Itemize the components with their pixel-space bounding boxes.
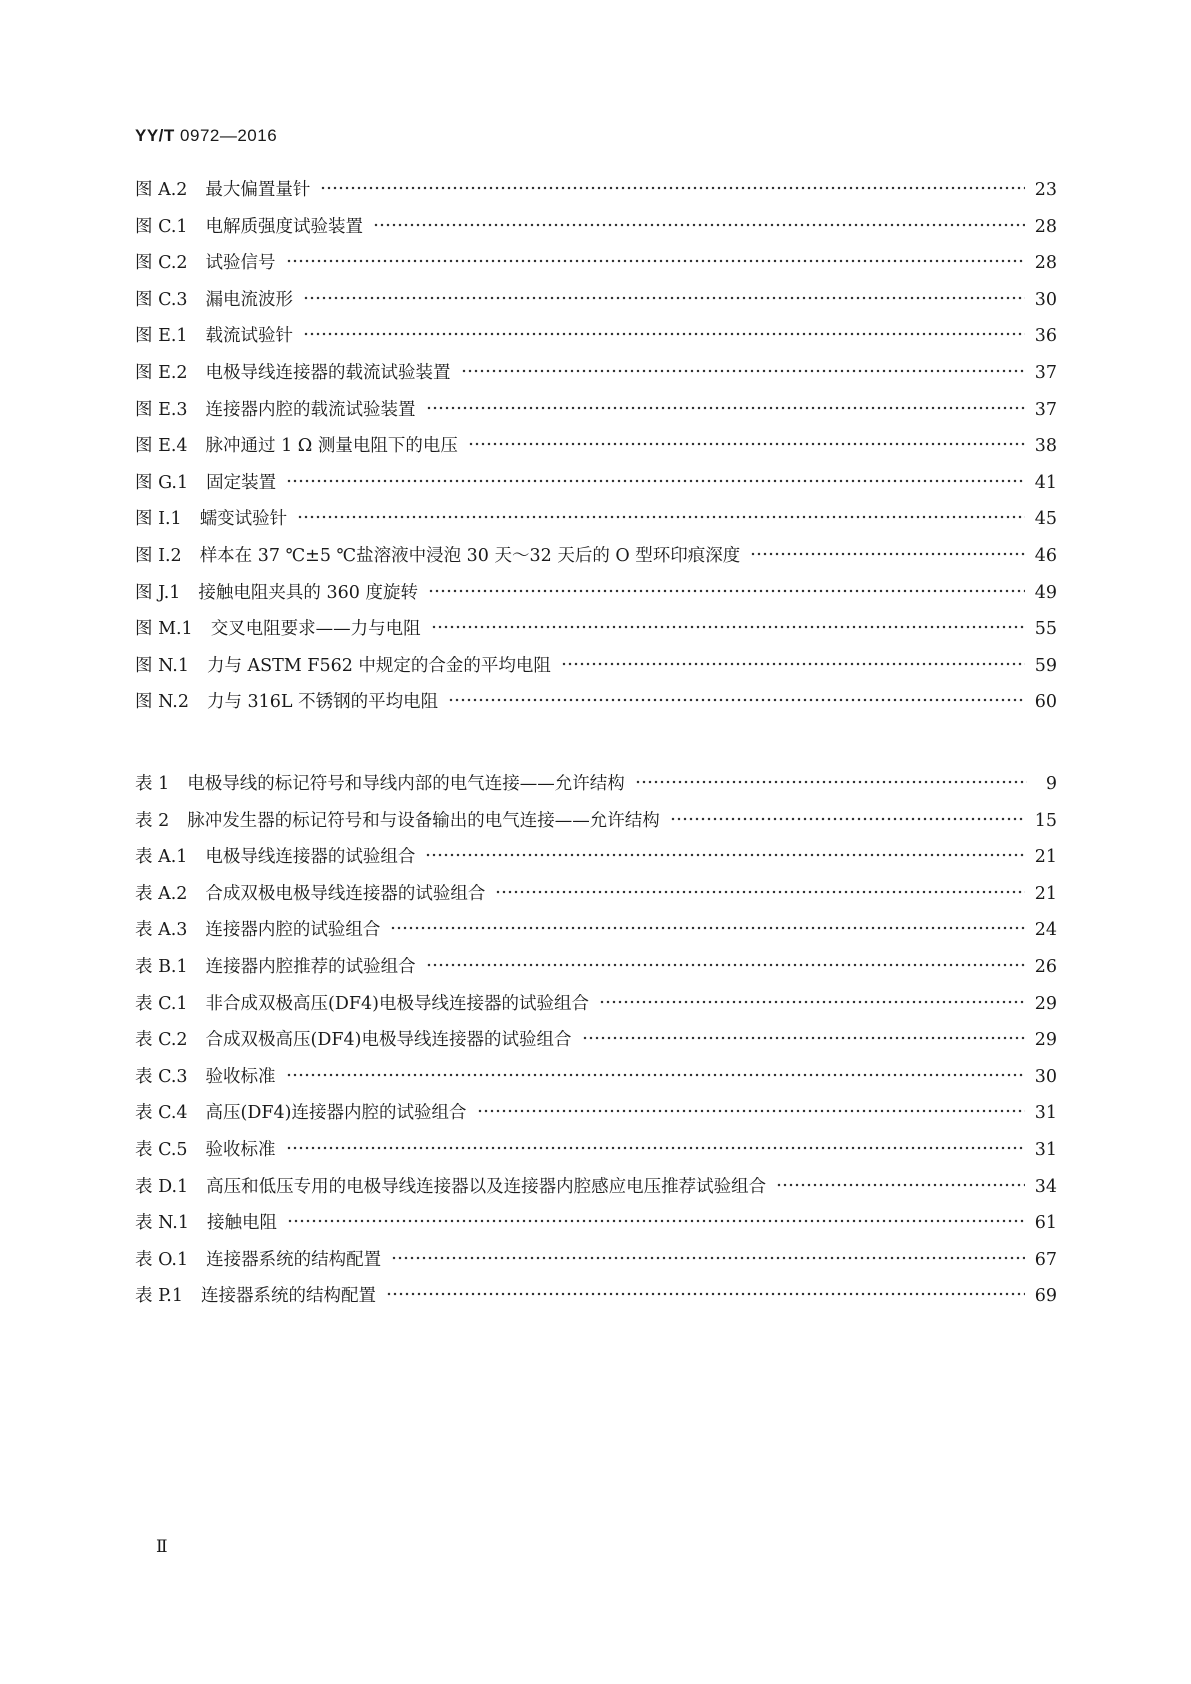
dot-leader [286,258,1025,264]
entry-number: 图 E.1 [135,326,188,347]
dot-leader [495,889,1024,895]
entry-page: 36 [1034,326,1057,347]
entry-page: 30 [1034,289,1057,310]
dot-leader [448,697,1025,703]
entry-title: 非合成双极高压(DF4)电极导线连接器的试验组合 [205,993,589,1014]
table-entry[interactable] [135,1099,1057,1136]
entry-number: 图 M.1 [135,619,193,640]
page-number: Ⅱ [156,1537,168,1556]
entry-page: 29 [1034,993,1057,1014]
dot-leader [431,624,1025,630]
table-entry[interactable] [135,1209,1057,1246]
figure-entry[interactable] [135,396,1057,433]
figure-entry[interactable] [135,469,1057,506]
entry-number: 图 C.1 [135,216,188,237]
entry-page: 29 [1034,1030,1057,1051]
figure-entry[interactable] [135,579,1057,616]
entry-title: 最大偏置量针 [205,180,311,200]
dot-leader [635,779,1027,785]
entry-number: 表 O.1 [135,1249,189,1270]
entry-number: 表 C.5 [135,1139,188,1160]
table-entry[interactable] [135,843,1057,880]
dot-leader [320,185,1024,191]
entry-title: 高压(DF4)连接器内腔的试验组合 [205,1103,467,1124]
figure-entry[interactable] [135,432,1057,469]
entry-title: 接触电阻 [206,1213,277,1234]
entry-page: 23 [1034,180,1057,200]
entry-page: 59 [1034,655,1057,676]
entry-title: 试验信号 [205,253,276,274]
dot-leader [391,1255,1025,1261]
entry-title: 漏电流波形 [205,289,294,310]
entry-number: 图 E.4 [135,436,188,457]
table-entry[interactable] [135,916,1057,953]
entry-page: 61 [1034,1213,1057,1234]
table-entry[interactable] [135,1173,1057,1210]
entry-title: 力与 ASTM F562 中规定的合金的平均电阻 [206,655,551,676]
entry-number: 图 N.2 [135,692,189,713]
entry-number: 表 C.2 [135,1030,188,1051]
dot-leader [426,405,1025,411]
entry-page: 24 [1034,920,1057,941]
entry-number: 表 B.1 [135,956,188,977]
entry-page: 46 [1034,545,1057,566]
entry-page: 37 [1034,399,1057,420]
entry-number: 表 C.4 [135,1103,188,1124]
entry-title: 电极导线连接器的试验组合 [205,847,416,868]
entry-number: 图 A.2 [135,180,188,200]
dot-leader [386,1291,1025,1297]
entry-number: 图 I.2 [135,545,182,566]
entry-number: 表 A.3 [135,920,188,941]
dot-leader [286,478,1025,484]
entry-title: 验收标准 [205,1066,276,1087]
dot-leader [297,514,1025,520]
dot-leader [425,852,1024,858]
entry-title: 蠕变试验针 [199,509,288,530]
entry-number: 表 A.1 [135,847,188,868]
table-entry[interactable] [135,770,1057,807]
standard-number: 0972—2016 [180,126,278,145]
entry-page: 60 [1034,692,1057,713]
dot-leader [750,551,1024,557]
entry-page: 28 [1034,253,1057,274]
entry-number: 图 J.1 [135,582,181,603]
entry-page: 67 [1034,1249,1057,1270]
entry-page: 9 [1045,774,1057,794]
dot-leader [426,962,1025,968]
table-list [135,770,1057,1319]
dot-leader [561,661,1025,667]
figure-entry[interactable] [135,322,1057,359]
entry-number: 表 1 [135,774,170,794]
figure-entry[interactable] [135,688,1057,725]
entry-title: 固定装置 [206,472,277,493]
entry-title: 合成双极电极导线连接器的试验组合 [205,883,486,904]
entry-title: 连接器内腔的载流试验装置 [205,399,416,420]
entry-page: 37 [1034,362,1057,383]
entry-page: 69 [1034,1286,1057,1307]
entry-title: 高压和低压专用的电极导线连接器以及连接器内腔感应电压推荐试验组合 [206,1176,767,1197]
entry-number: 表 2 [135,810,170,831]
table-entry[interactable] [135,990,1057,1027]
dot-leader [373,222,1025,228]
entry-number: 表 C.3 [135,1066,188,1087]
entry-page: 45 [1034,509,1057,530]
table-entry[interactable] [135,1063,1057,1100]
entry-title: 电极导线连接器的载流试验装置 [205,362,451,383]
entry-number: 图 E.2 [135,362,188,383]
entry-title: 力与 316L 不锈钢的平均电阻 [206,692,439,713]
entry-title: 连接器系统的结构配置 [201,1286,376,1307]
entry-number: 表 C.1 [135,993,188,1014]
dot-leader [286,1145,1025,1151]
entry-page: 55 [1034,619,1057,640]
entry-page: 31 [1034,1103,1057,1124]
figure-entry[interactable] [135,505,1057,542]
entry-page: 15 [1034,810,1057,831]
entry-page: 26 [1034,956,1057,977]
dot-leader [303,331,1025,337]
entry-title: 接触电阻夹具的 360 度旋转 [198,582,418,603]
entry-number: 图 N.1 [135,655,189,676]
dot-leader [286,1072,1025,1078]
figure-entry[interactable] [135,176,1057,213]
figure-entry[interactable] [135,615,1057,652]
dot-leader [428,588,1025,594]
entry-page: 38 [1034,436,1057,457]
entry-title: 验收标准 [205,1139,276,1160]
figure-entry[interactable] [135,213,1057,250]
entry-number: 表 D.1 [135,1176,189,1197]
dot-leader [582,1035,1025,1041]
table-entry[interactable] [135,1136,1057,1173]
entry-page: 49 [1034,582,1057,603]
entry-number: 表 P.1 [135,1286,183,1307]
table-entry[interactable] [135,1026,1057,1063]
document-header [135,126,277,146]
entry-number: 表 A.2 [135,883,188,904]
dot-leader [776,1182,1025,1188]
entry-title: 合成双极高压(DF4)电极导线连接器的试验组合 [205,1030,572,1051]
entry-number: 图 E.3 [135,399,188,420]
entry-number: 图 I.1 [135,509,182,530]
dot-leader [468,441,1025,447]
entry-title: 连接器内腔的试验组合 [205,920,381,941]
dot-leader [599,999,1025,1005]
entry-title: 连接器内腔推荐的试验组合 [205,956,416,977]
dot-leader [477,1108,1025,1114]
table-entry[interactable] [135,880,1057,917]
entry-title: 连接器系统的结构配置 [206,1249,382,1270]
entry-title: 样本在 37 ℃±5 ℃盐溶液中浸泡 30 天～32 天后的 O 型环印痕深度 [199,545,741,566]
dot-leader [287,1218,1025,1224]
entry-page: 31 [1034,1139,1057,1160]
entry-number: 图 G.1 [135,472,189,493]
entry-page: 41 [1034,472,1057,493]
entry-page: 30 [1034,1066,1057,1087]
dot-leader [303,295,1025,301]
standard-code: YY/T [135,126,175,145]
table-entry[interactable] [135,1282,1057,1319]
figure-entry[interactable] [135,359,1057,396]
figure-entry[interactable] [135,249,1057,286]
figure-list [135,176,1057,725]
entry-title: 脉冲通过 1 Ω 测量电阻下的电压 [205,436,458,457]
entry-page: 28 [1034,216,1057,237]
dot-leader [670,816,1025,822]
entry-title: 交叉电阻要求——力与电阻 [210,619,421,640]
entry-number: 表 N.1 [135,1213,189,1234]
entry-number: 图 C.2 [135,253,188,274]
table-entry[interactable] [135,953,1057,990]
entry-title: 电解质强度试验装置 [205,216,364,237]
entry-page: 21 [1034,847,1057,868]
entry-number: 图 C.3 [135,289,188,310]
entry-title: 载流试验针 [205,326,294,347]
table-entry[interactable] [135,1246,1057,1283]
dot-leader [390,925,1024,931]
figure-entry[interactable] [135,286,1057,323]
figure-entry[interactable] [135,542,1057,579]
figure-entry[interactable] [135,652,1057,689]
dot-leader [461,368,1025,374]
entry-page: 21 [1034,883,1057,904]
entry-title: 脉冲发生器的标记符号和与设备输出的电气连接——允许结构 [187,810,660,831]
entry-page: 34 [1034,1176,1057,1197]
table-entry[interactable] [135,807,1057,844]
entry-title: 电极导线的标记符号和导线内部的电气连接——允许结构 [187,774,625,794]
